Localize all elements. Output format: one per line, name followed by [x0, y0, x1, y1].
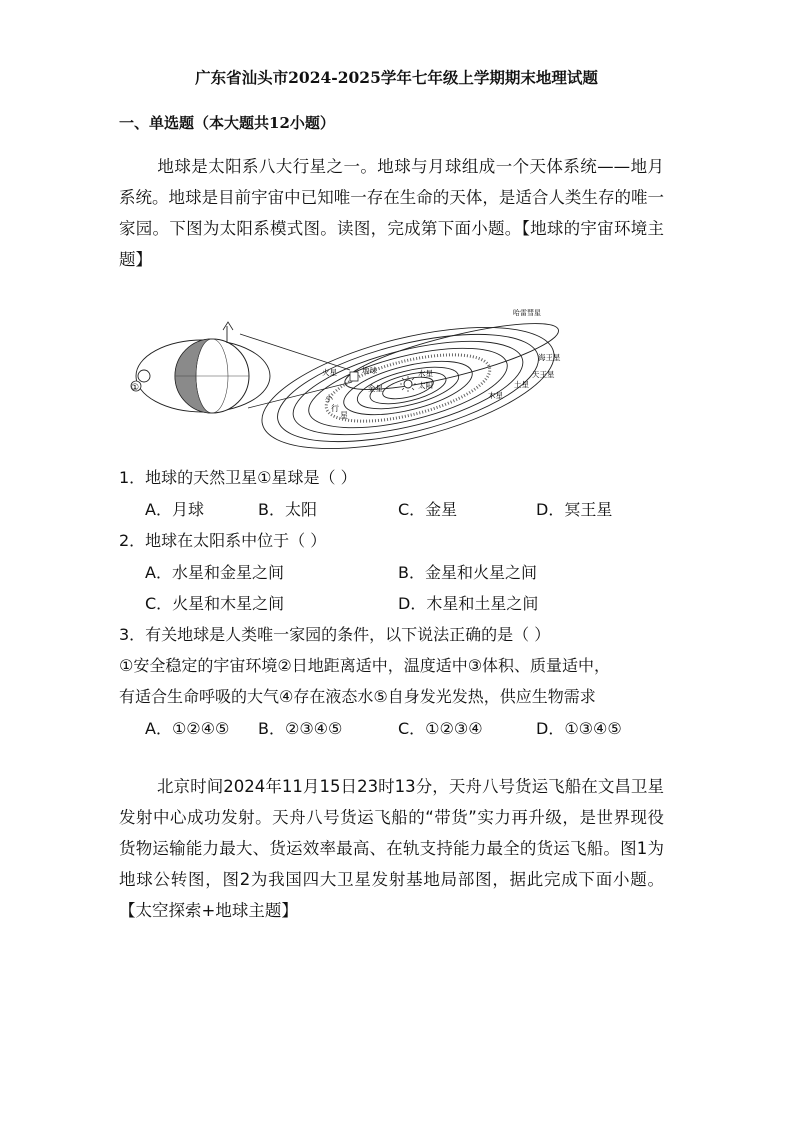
- circle-label: ①: [131, 383, 140, 393]
- earth-globe: [175, 322, 249, 413]
- passage-1: [119, 151, 664, 275]
- question-2-stem: 2．地球在太阳系中位于（ ）: [119, 531, 327, 550]
- label-earth: 地球: [362, 366, 377, 375]
- question-1-option-d[interactable]: D．冥王星: [536, 500, 613, 519]
- question-1-option-c[interactable]: C．金星: [398, 500, 458, 519]
- question-3-option-b[interactable]: B．②③④⑤: [258, 719, 343, 738]
- label-asteroid-3: 星: [340, 411, 348, 420]
- label-asteroid-2: 行: [331, 404, 339, 413]
- label-sun: 太阳: [418, 381, 433, 390]
- question-2-option-a[interactable]: A．水星和金星之间: [145, 563, 284, 582]
- label-venus: 金星: [368, 384, 383, 393]
- question-2-option-c[interactable]: C．火星和木星之间: [145, 594, 285, 613]
- question-3-option-a[interactable]: A．①②④⑤: [145, 719, 230, 738]
- solar-system-figure: [128, 298, 561, 454]
- question-3-option-c[interactable]: C．①②③④: [398, 719, 483, 738]
- earth-marker-box: [350, 372, 358, 381]
- question-1-stem: 1．地球的天然卫星①星球是（ ）: [119, 468, 357, 487]
- label-jupiter: 木星: [488, 391, 503, 400]
- moon: [138, 370, 150, 382]
- passage-2: [119, 771, 664, 926]
- question-2-option-b[interactable]: B．金星和火星之间: [398, 563, 537, 582]
- question-3-stem: 3．有关地球是人类唯一家园的条件，以下说法正确的是（ ）: [119, 625, 551, 644]
- label-uranus: 天王星: [532, 370, 555, 379]
- passage-1-text: 地球是太阳系八大行星之一。地球与月球组成一个天体系统——地月系统。地球是目前宇宙中已知唯一存在生命的天体，是适合人类生存的唯一家园。下图为太阳系模式图。读图，完成第下面小题。【地球的宇宙环境主题】: [119, 157, 664, 269]
- label-halley: 哈雷彗星: [513, 309, 541, 317]
- label-neptune: 海王星: [538, 353, 561, 362]
- pointer-line-top: [240, 334, 350, 370]
- question-3-conditions-1: ①安全稳定的宇宙环境②日地距离适中，温度适中③体积、质量适中，: [119, 656, 611, 675]
- question-1-option-a[interactable]: A．月球: [145, 500, 204, 519]
- question-1-option-b[interactable]: B．太阳: [258, 500, 317, 519]
- question-3-option-d[interactable]: D．①③④⑤: [536, 719, 622, 738]
- passage-2-text: 北京时间2024年11月15日23时13分，天舟八号货运飞船在文昌卫星发射中心成功发射。天舟八号货运飞船的“带货”实力再升级，是世界现役货物运输能力最大、货运效率最高、在轨支持能力最全的货运飞船。图1为地球公转图，图2为我国四大卫星发射基地局部图，据此完成下面小题。【太空探索+地球主题】: [119, 777, 664, 920]
- question-3-conditions-2: 有适合生命呼吸的大气④存在液态水⑤自身发光发热，供应生物需求: [119, 687, 596, 706]
- section-heading: 一、单选题（本大题共12小题）: [119, 114, 335, 132]
- label-mercury: 水星: [418, 369, 433, 378]
- page-title: 广东省汕头市2024-2025学年七年级上学期期末地理试题: [195, 68, 598, 87]
- label-saturn: 土星: [514, 380, 529, 389]
- label-mars: 火星: [322, 368, 337, 377]
- label-asteroid-1: 小: [325, 394, 333, 403]
- question-2-option-d[interactable]: D．木星和土星之间: [398, 594, 539, 613]
